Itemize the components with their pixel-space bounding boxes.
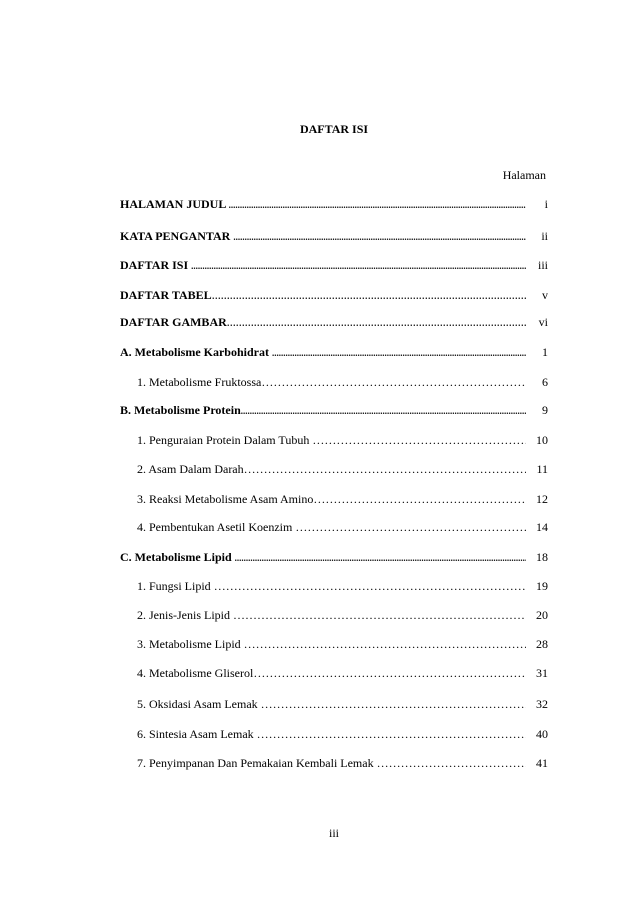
toc-entry-c2: [137, 607, 548, 623]
toc-entry-b2: [137, 461, 548, 477]
toc-entry-label: 1. Fungsi Lipid: [137, 579, 214, 593]
toc-entry-section-c: [120, 549, 548, 565]
dot-leader: [227, 314, 526, 331]
toc-entry-label: 1. Metabolisme Fruktossa: [137, 375, 262, 389]
toc-entry-page: 18: [536, 550, 548, 564]
toc-entry-page: i: [544, 197, 548, 211]
toc-entry-b3: [137, 491, 548, 507]
footer-page-number: iii: [328, 826, 339, 840]
dot-leader: [253, 665, 526, 681]
toc-entry-page: 32: [536, 697, 548, 711]
toc-entry-label: DAFTAR ISI: [120, 258, 192, 272]
dot-leader: [261, 374, 526, 390]
toc-entry-page: 10: [536, 433, 548, 447]
toc-entry-label: A. Metabolisme Karbohidrat: [120, 345, 272, 359]
toc-entry-label: DAFTAR GAMBAR: [120, 315, 227, 329]
toc-entry-label: HALAMAN JUDUL: [120, 197, 229, 211]
dot-leader: [313, 491, 526, 507]
dot-leader: [244, 636, 526, 652]
dot-leader: [272, 344, 526, 361]
toc-entry-page: 19: [536, 579, 548, 593]
toc-entry-page: 41: [536, 756, 548, 770]
toc-entry-page: 31: [536, 666, 548, 680]
page-column-header: Halaman: [502, 168, 546, 182]
toc-entry-label: B. Metabolisme Protein: [120, 403, 241, 417]
dot-leader: [212, 287, 526, 304]
toc-entry-b4: [137, 519, 548, 535]
toc-entry-label: KATA PENGANTAR: [120, 229, 234, 243]
toc-entry-halaman-judul: [120, 196, 548, 212]
toc-entry-label: 4. Pembentukan Asetil Koenzim: [137, 520, 296, 534]
toc-entry-page: 28: [536, 637, 548, 651]
dot-leader: [377, 755, 526, 771]
toc-entry-c7: [137, 755, 548, 771]
dot-leader: [229, 196, 526, 213]
toc-entry-page: 9: [542, 403, 548, 417]
toc-entry-label: 7. Penyimpanan Dan Pemakaian Kembali Lemak: [137, 756, 377, 770]
toc-entry-c1: [137, 578, 548, 594]
toc-entry-label: 3. Metabolisme Lipid: [137, 637, 244, 651]
toc-entry-b1: [137, 432, 548, 448]
toc-entry-label: 1. Penguraian Protein Dalam Tubuh: [137, 433, 313, 447]
dot-leader: [257, 726, 526, 742]
dot-leader: [295, 519, 526, 535]
toc-entry-label: 5. Oksidasi Asam Lemak: [137, 697, 261, 711]
toc-entry-a1: [137, 374, 548, 390]
dot-leader: [233, 228, 526, 245]
toc-entry-daftar-isi: [120, 257, 548, 273]
page-title: DAFTAR ISI: [299, 122, 369, 136]
toc-entry-c6: [137, 726, 548, 742]
toc-entry-label: C. Metabolisme Lipid: [120, 550, 235, 564]
toc-entry-page: iii: [537, 258, 548, 272]
dot-leader: [241, 402, 526, 419]
dot-leader: [235, 549, 526, 566]
toc-entry-page: 40: [536, 727, 548, 741]
toc-entry-c5: [137, 696, 548, 712]
dot-leader: [312, 432, 526, 448]
toc-entry-page: 1: [542, 345, 548, 359]
toc-entry-page: 12: [536, 492, 548, 506]
toc-entry-section-a: [120, 344, 548, 360]
toc-entry-page: v: [542, 288, 548, 302]
toc-entry-page: ii: [541, 229, 548, 243]
toc-entry-page: vi: [538, 315, 548, 329]
toc-entry-page: 6: [542, 375, 548, 389]
toc-entry-page: 20: [536, 608, 548, 622]
toc-entry-daftar-gambar: [120, 314, 548, 330]
dot-leader: [244, 461, 526, 477]
toc-entry-section-b: [120, 402, 548, 418]
dot-leader: [191, 257, 526, 274]
toc-entry-page: 11: [536, 462, 548, 476]
dot-leader: [261, 696, 526, 712]
toc-entry-kata-pengantar: [120, 228, 548, 244]
toc-entry-label: 3. Reaksi Metabolisme Asam Amino: [137, 492, 314, 506]
dot-leader: [214, 578, 526, 594]
toc-entry-label: 6. Sintesia Asam Lemak: [137, 727, 257, 741]
toc-entry-label: 2. Jenis-Jenis Lipid: [137, 608, 233, 622]
toc-entry-page: 14: [536, 520, 548, 534]
toc-entry-label: DAFTAR TABEL: [120, 288, 212, 302]
toc-entry-label: 2. Asam Dalam Darah: [137, 462, 244, 476]
dot-leader: [233, 607, 526, 623]
toc-entry-daftar-tabel: [120, 287, 548, 303]
toc-entry-label: 4. Metabolisme Gliserol: [137, 666, 254, 680]
toc-entry-c4: [137, 665, 548, 681]
toc-entry-c3: [137, 636, 548, 652]
